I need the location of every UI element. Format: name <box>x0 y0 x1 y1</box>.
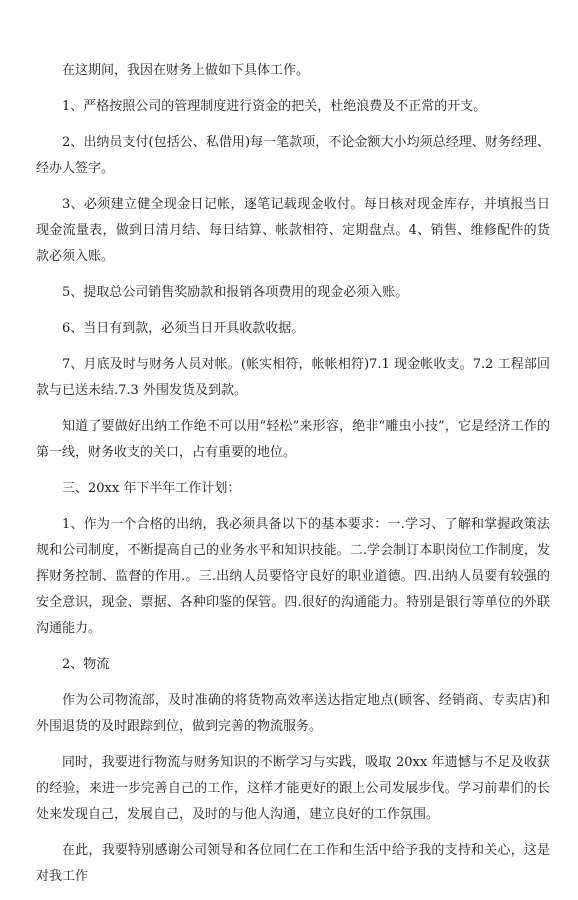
document-body <box>36 58 550 900</box>
paragraph-item-1: 1、严格按照公司的管理制度进行资金的把关，杜绝浪费及不正常的开支。 <box>62 99 487 114</box>
paragraph-intro: 在这期间，我因在财务上做如下具体工作。 <box>62 63 310 78</box>
paragraph-learning: 同时，我要进行物流与财务知识的不断学习与实践，吸取 20xx 年遗憾与不足及收获的经验，来进一步完善自己的工作，这样才能更好的跟上公司发展步伐。学习前辈们的长处来发现自己，发展自己，及时的与他人沟通，建立良好的工作氛围。 <box>36 755 550 822</box>
subheading-logistics: 2、物流 <box>62 657 110 672</box>
paragraph-logistics: 作为公司物流部，及时准确的将货物高效率送达指定地点(顾客、经销商、专卖店)和外围退货的及时跟踪到位，做到完善的物流服务。 <box>36 693 550 734</box>
paragraph-summary: 知道了要做好出纳工作绝不可以用“轻松”来形容，绝非“雕虫小技”，它是经济工作的第一线，财务收支的关口，占有重要的地位。 <box>36 419 550 460</box>
paragraph-item-2: 2、出纳员支付(包括公、私借用)每一笔款项，不论金额大小均须总经理、财务经理、经办人签字。 <box>36 135 550 176</box>
paragraph-thanks: 在此，我要特别感谢公司领导和各位同仁在工作和生活中给予我的支持和关心，这是对我工作 <box>36 843 550 884</box>
paragraph-plan-item-1: 1、作为一个合格的出纳，我必须具备以下的基本要求：一.学习、了解和掌握政策法规和公司制度，不断提高自己的业务水平和知识技能。二.学会制订本职岗位工作制度，发挥财务控制、监督的作用.。三.出纳人员要恪守良好的职业道德。四.出纳人员要有较强的安全意识，现金、票据、各种印鉴的保管。四.很好的沟通能力。特别是银行等单位的外联沟通能力。 <box>36 517 550 636</box>
section-heading-plan: 三、20xx 年下半年工作计划： <box>62 481 241 496</box>
paragraph-item-5: 5、提取总公司销售奖励款和报销各项费用的现金必须入账。 <box>62 285 409 300</box>
paragraph-item-6: 6、当日有到款，必须当日开具收款收据。 <box>62 321 305 336</box>
paragraph-item-3-4: 3、必须建立健全现金日记帐，逐笔记载现金收付。每日核对现金库存，并填报当日现金流量表，做到日清月结、每日结算、帐款相符、定期盘点。4、销售、维修配件的货款必须入账。 <box>36 197 550 264</box>
paragraph-item-7: 7、月底及时与财务人员对帐。(帐实相符，帐帐相符)7.1 现金帐收支。7.2 工程部回款与已送未结.7.3 外围发货及到款。 <box>36 357 550 398</box>
